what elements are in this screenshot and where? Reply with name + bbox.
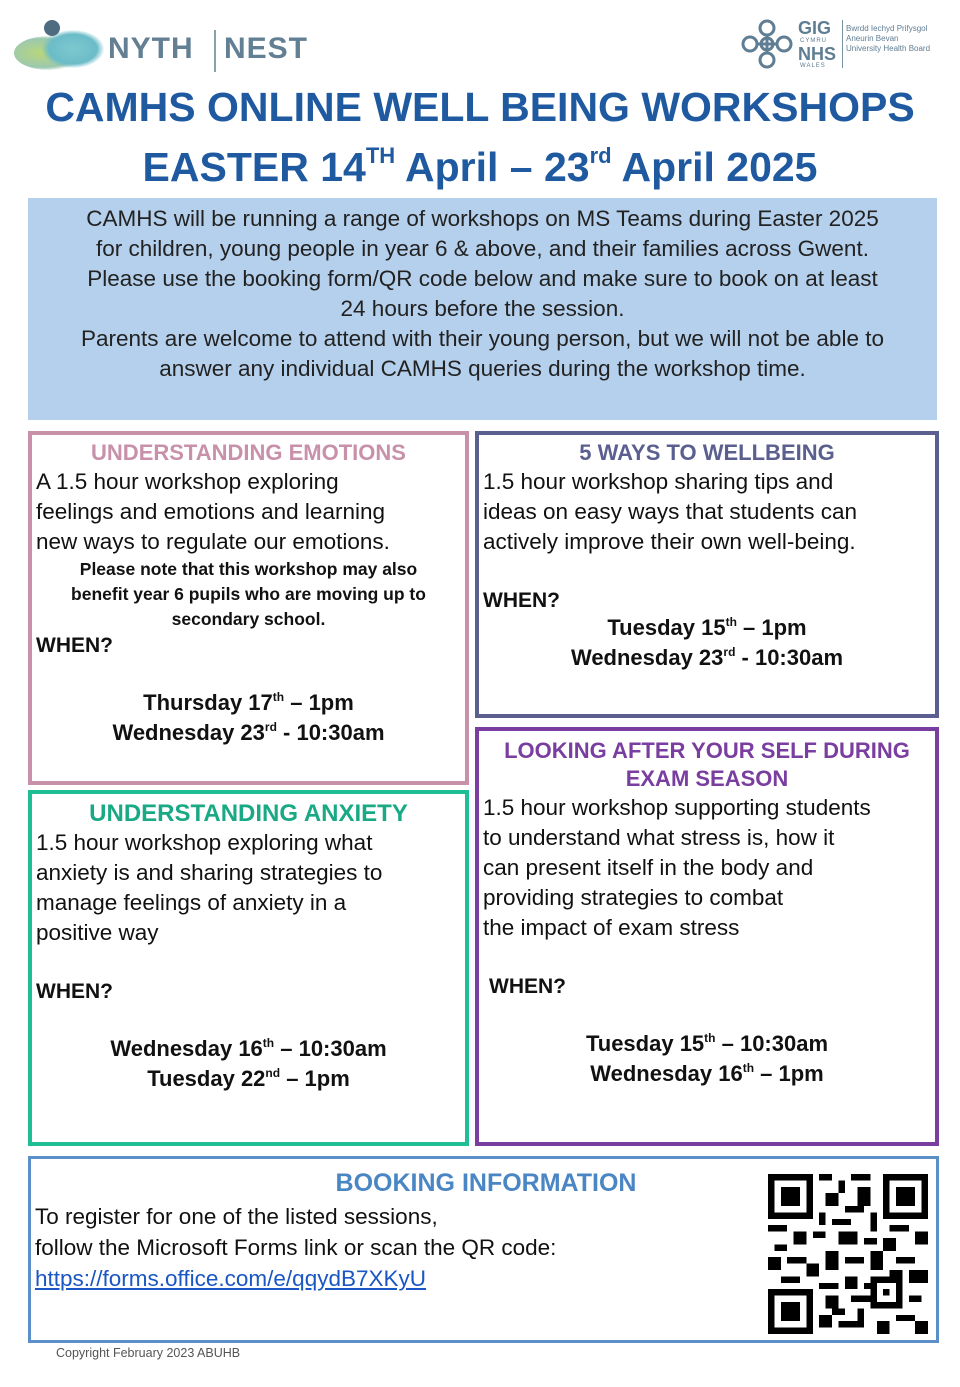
intro-line: 24 hours before the session.	[340, 296, 625, 321]
logo-word-nyth: NYTH	[108, 32, 194, 65]
when-label: WHEN?	[483, 589, 560, 612]
logo-divider	[214, 30, 216, 72]
when-label: WHEN?	[36, 634, 113, 657]
session-date: Wednesday 16th – 1pm	[590, 1061, 824, 1086]
workshop-understanding-emotions	[28, 431, 469, 785]
when-label: WHEN?	[36, 980, 113, 1003]
session-date: Wednesday 23rd - 10:30am	[112, 720, 385, 745]
workshop-heading: LOOKING AFTER YOUR SELF DURING EXAM SEASON	[504, 738, 910, 791]
workshop-heading: 5 WAYS TO WELLBEING	[579, 440, 835, 465]
logo-nhs: NHS	[798, 44, 837, 64]
logo-cymru: CYMRU	[800, 38, 827, 44]
workshop-understanding-anxiety	[28, 790, 469, 1146]
intro-line: Parents are welcome to attend with their young person, but we will not be able to	[81, 326, 884, 351]
logo-shape	[44, 20, 60, 36]
booking-text: To register for one of the listed sessions, follow the Microsoft Forms link or scan the QR code: https://forms.office.com/e/qqydB7XKyU	[35, 1201, 556, 1294]
workshop-description: 1.5 hour workshop supporting students to understand what stress is, how it can present itself in the body and providing strategies to combat the impact of exam stress	[483, 795, 871, 940]
qr-code-icon[interactable]	[768, 1174, 928, 1334]
booking-information	[28, 1156, 939, 1343]
booking-form-link[interactable]: https://forms.office.com/e/qqydB7XKyU	[35, 1266, 427, 1291]
intro-line: answer any individual CAMHS queries during the workshop time.	[159, 356, 806, 381]
health-board-name: Bwrdd Iechyd Prifysgol Aneurin Bevan University Health Board	[846, 24, 931, 53]
session-date: Thursday 17th – 1pm	[143, 690, 354, 715]
logo-wales: WALES	[800, 63, 826, 69]
workshop-5-ways-to-wellbeing	[475, 431, 939, 718]
session-date: Tuesday 15th – 1pm	[607, 615, 807, 640]
workshop-exam-season	[475, 727, 939, 1146]
intro-line: for children, young people in year 6 & above, and their families across Gwent.	[96, 236, 869, 261]
page-title: CAMHS ONLINE WELL BEING WORKSHOPS	[45, 84, 915, 130]
intro-box	[28, 198, 937, 420]
nhs-wales-logo	[740, 16, 950, 72]
copyright-notice: Copyright February 2023 ABUHB	[56, 1346, 241, 1360]
session-date: Wednesday 23rd - 10:30am	[570, 645, 844, 670]
logo-word-nest: NEST	[224, 32, 309, 65]
logo-divider	[842, 20, 843, 68]
intro-line: Please use the booking form/QR code below and make sure to book on at least	[87, 266, 878, 291]
session-date: Tuesday 15th – 10:30am	[585, 1031, 829, 1056]
session-date: Tuesday 22nd – 1pm	[147, 1066, 350, 1091]
nyth-nest-logo	[14, 18, 309, 80]
celtic-knot-icon	[740, 18, 794, 70]
workshop-heading: UNDERSTANDING EMOTIONS	[91, 440, 406, 465]
workshop-heading: UNDERSTANDING ANXIETY	[89, 800, 408, 827]
intro-line: CAMHS will be running a range of workshops on MS Teams during Easter 2025	[86, 206, 879, 231]
workshop-note: Please note that this workshop may also benefit year 6 pupils who are moving up to secondary school.	[71, 559, 426, 629]
workshop-description: 1.5 hour workshop sharing tips and ideas on easy ways that students can actively improve their own well-being.	[483, 469, 857, 554]
workshop-description: A 1.5 hour workshop exploring feelings and emotions and learning new ways to regulate our emotions.	[36, 469, 390, 554]
booking-heading: BOOKING INFORMATION	[335, 1169, 637, 1197]
workshop-description: 1.5 hour workshop exploring what anxiety is and sharing strategies to manage feelings of anxiety in a positive way	[36, 830, 383, 945]
page-subtitle-dates: EASTER 14TH April – 23rd April 2025	[142, 143, 818, 190]
when-label: WHEN?	[489, 975, 566, 998]
logo-gig: GIG	[798, 18, 832, 38]
session-date: Wednesday 16th – 10:30am	[110, 1036, 387, 1061]
